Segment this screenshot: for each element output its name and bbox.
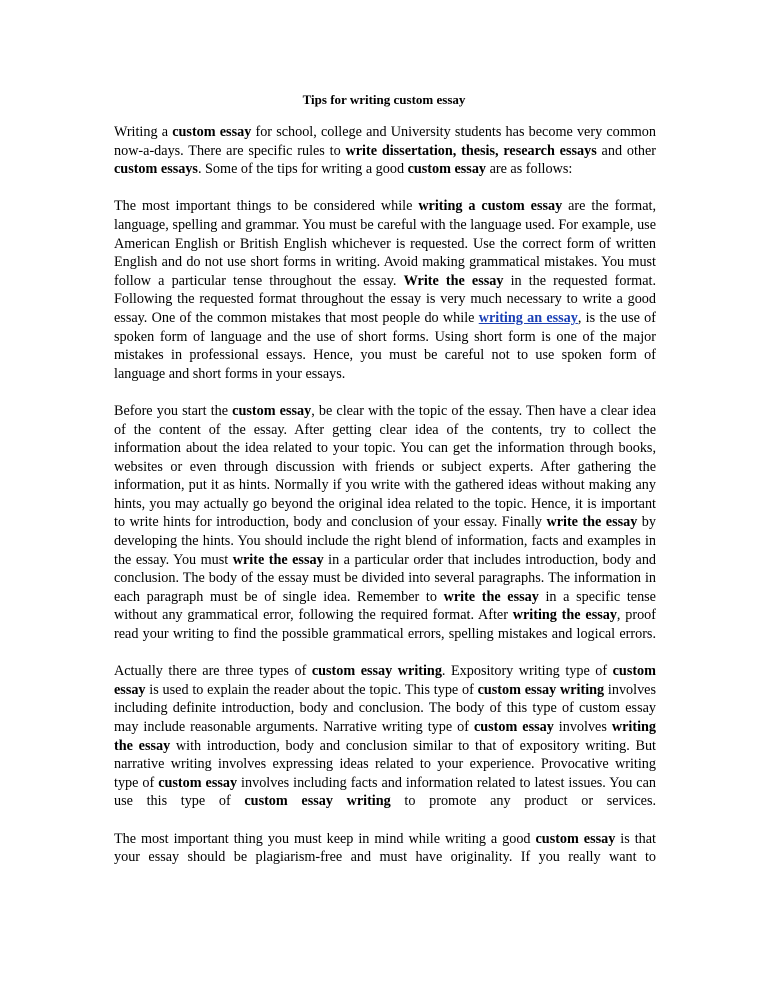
bold-keyword: writing the essay	[512, 607, 617, 624]
bold-keyword: custom essays	[114, 161, 198, 178]
bold-keyword: custom essay	[473, 719, 554, 735]
bold-keyword: custom essay writing	[244, 793, 391, 810]
text-run: , is the use of spoken form of language and the use of short forms. Using short form is one of the major mistakes in professional essays. Hence, you must be careful not to use spoken form of language and short forms in your essays.	[114, 309, 656, 382]
paragraph-originality	[114, 830, 656, 867]
text-run: involves	[553, 719, 612, 735]
bold-keyword: custom essay writing	[477, 681, 605, 698]
bold-keyword: Write the essay	[403, 272, 504, 289]
text-run: are as follows:	[486, 161, 573, 178]
bold-keyword: writing the essay	[114, 719, 657, 754]
bold-keyword: writing a custom essay	[418, 198, 563, 215]
text-run: for school, college and University students has become very common now-a-days. There are specific rules to	[114, 124, 656, 159]
text-run: involves including definite introduction, body and conclusion. The body of this type of custom essay may include reasonable arguments. Narrative writing type of	[114, 681, 657, 735]
text-run: in a particular order that includes introduction, body and conclusion. The body of the essay must be divided into several paragraphs. The information in each paragraph must be of single idea. Remember to	[114, 551, 657, 605]
paragraph-topic	[114, 402, 656, 644]
document-body	[114, 123, 656, 885]
bold-keyword: custom essay	[232, 402, 312, 419]
text-run: in a specific tense without any grammatical error, following the required format. After	[114, 588, 656, 624]
paragraph-intro	[114, 123, 656, 179]
text-run: . Some of the tips for writing a good	[197, 161, 408, 178]
bold-keyword: write the essay	[232, 551, 324, 568]
text-run: and other	[596, 142, 657, 159]
bold-keyword: write the essay	[443, 588, 539, 605]
bold-keyword: write dissertation, thesis, research essays	[345, 142, 597, 159]
text-run: , proof read your writing to find the possible grammatical errors, spelling mistakes and logical errors.	[114, 607, 656, 643]
text-run: in the requested format. Following the requested format throughout the essay is very much necessary to write a good essay. One of the common mistakes that most people do while	[114, 272, 656, 326]
bold-keyword: custom essay	[114, 663, 656, 698]
text-run: Before you start the	[114, 402, 233, 419]
bold-keyword: custom essay	[407, 161, 487, 178]
paragraph-format	[114, 197, 656, 383]
writing-an-essay-link[interactable]: writing an essay	[478, 309, 578, 326]
text-run: The most important thing you must keep in mind while writing a good	[114, 830, 536, 847]
text-run: is used to explain the reader about the topic. This type of	[145, 681, 478, 698]
bold-keyword: custom essay writing	[311, 663, 442, 680]
text-run: to promote any product or services.	[390, 793, 657, 810]
text-run: involves including facts and information related to latest issues. You can use this type of	[114, 774, 656, 810]
bold-keyword: write the essay	[546, 514, 638, 531]
paragraph-types	[114, 662, 656, 811]
bold-keyword: custom essay	[158, 774, 238, 791]
bold-keyword: custom essay	[535, 830, 616, 847]
bold-keyword: custom essay	[172, 124, 252, 140]
text-run: . Expository writing type of	[441, 663, 613, 680]
text-run: is that your essay should be plagiarism-free and must have originality. If you really want to	[114, 830, 657, 866]
text-run: with introduction, body and conclusion similar to that of expository writing. But narrative writing involves expressing ideas related to your experience. Provocative writing type of	[114, 737, 656, 791]
text-run: The most important things to be considered while	[114, 198, 419, 215]
text-run: by developing the hints. You should include the right blend of information, facts and examples in the essay. You must	[114, 514, 656, 568]
text-run: are the format, language, spelling and grammar. You must be careful with the language used. For example, use American English or British English whichever is requested. Use the correct form of written English and do not use short forms in writing. Avoid making grammatical mistakes. You must follow a particular tense throughout the essay.	[114, 198, 656, 289]
text-run: Actually there are three types of	[114, 663, 312, 680]
text-run: Writing a	[114, 124, 173, 140]
document-title: Tips for writing custom essay	[302, 92, 466, 107]
text-run: , be clear with the topic of the essay. Then have a clear idea of the content of the essay. After getting clear idea of the contents, try to collect the information about the idea related to your topic. You can get the information through books, websites or even through discussion with friends or subject experts. After gathering the information, put it as hints. Normally if you write with the gathered ideas without making any hints, you may actually go beyond the original idea related to the topic. Hence, it is important to write hints for introduction, body and conclusion of your essay. Finally	[114, 402, 656, 531]
